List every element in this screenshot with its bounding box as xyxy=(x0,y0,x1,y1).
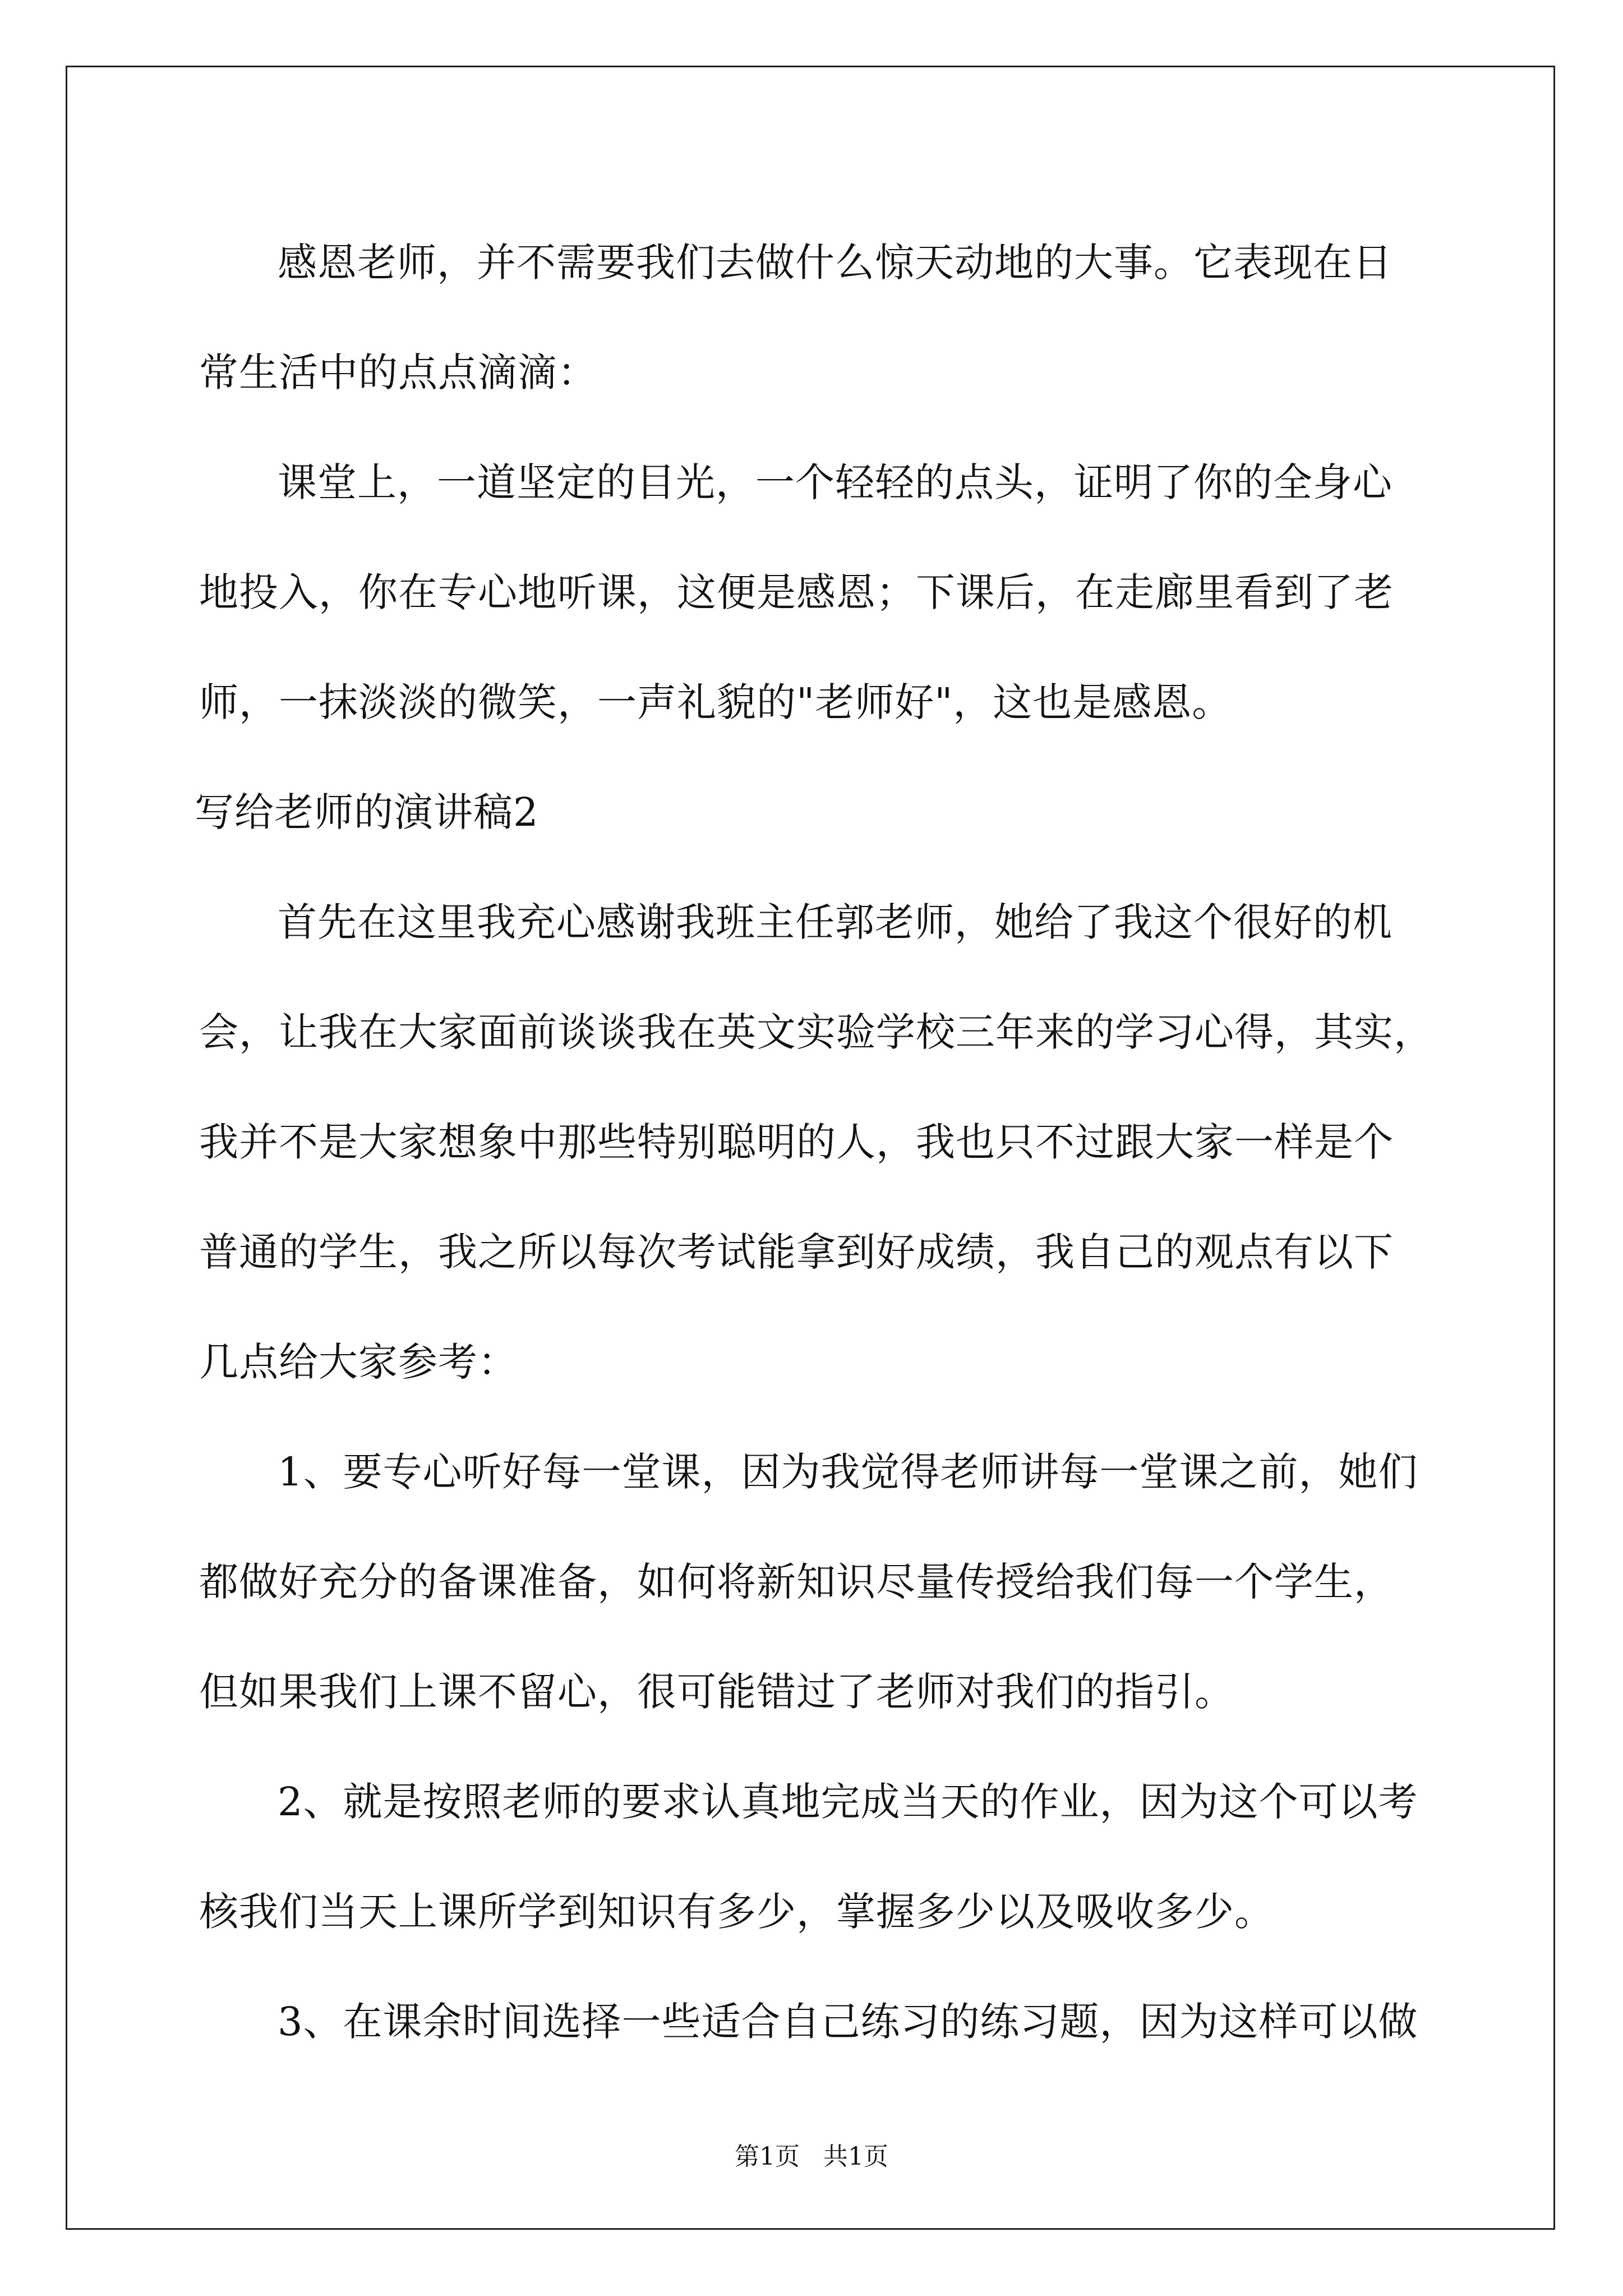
page-footer xyxy=(0,2140,1623,2174)
section-title: 写给老师的演讲稿2 xyxy=(195,789,539,835)
text-line: 地投入，你在专心地听课，这便是感恩；下课后，在走廊里看到了老 xyxy=(199,569,1394,615)
text-line: 几点给大家参考： xyxy=(199,1339,518,1385)
text-line: 核我们当天上课所学到知识有多少，掌握多少以及吸收多少。 xyxy=(199,1889,1274,1935)
text-line: 会，让我在大家面前谈谈我在英文实验学校三年来的学习心得，其实， xyxy=(199,1009,1433,1055)
text-line: 课堂上，一道坚定的目光，一个轻轻的点头，证明了你的全身心 xyxy=(278,459,1393,505)
text-line: 2、就是按照老师的要求认真地完成当天的作业，因为这个可以考 xyxy=(278,1779,1418,1825)
document-body xyxy=(195,208,1438,2077)
text-line: 我并不是大家想象中那些特别聪明的人，我也只不过跟大家一样是个 xyxy=(199,1119,1394,1165)
page-total: 共1页 xyxy=(823,2142,888,2171)
text-line: 感恩老师，并不需要我们去做什么惊天动地的大事。它表现在日 xyxy=(278,240,1393,286)
text-line: 师，一抹淡淡的微笑，一声礼貌的"老师好"，这也是感恩。 xyxy=(199,679,1232,725)
text-line: 3、在课余时间选择一些适合自己练习的练习题，因为这样可以做 xyxy=(278,1999,1418,2045)
text-line: 但如果我们上课不留心，很可能错过了老师对我们的指引。 xyxy=(199,1669,1234,1715)
text-line: 首先在这里我充心感谢我班主任郭老师，她给了我这个很好的机 xyxy=(278,899,1393,945)
text-line: 都做好充分的备课准备，如何将新知识尽量传授给我们每一个学生， xyxy=(199,1559,1394,1605)
page-number: 第1页 xyxy=(735,2142,800,2171)
text-line: 普通的学生，我之所以每次考试能拿到好成绩，我自己的观点有以下 xyxy=(199,1229,1394,1275)
text-line: 常生活中的点点滴滴： xyxy=(199,349,597,395)
text-line: 1、要专心听好每一堂课，因为我觉得老师讲每一堂课之前，她们 xyxy=(278,1449,1418,1495)
